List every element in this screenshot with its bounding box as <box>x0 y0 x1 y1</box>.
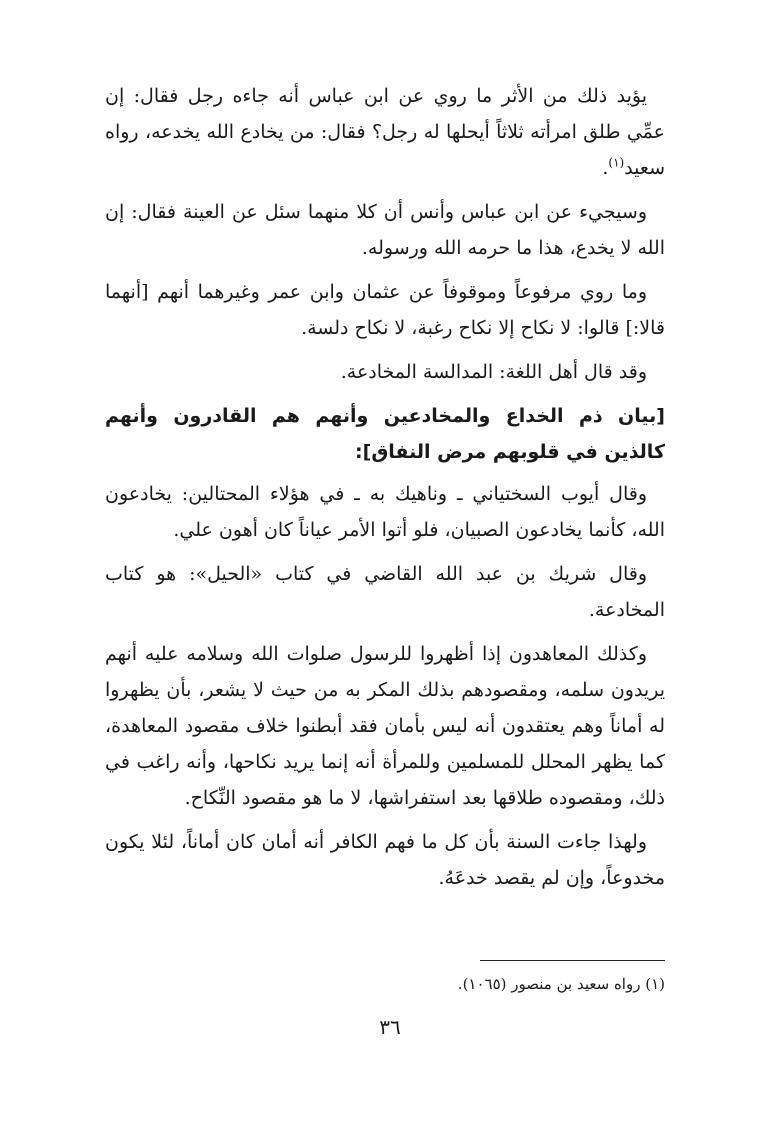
paragraph-1-end: . <box>602 157 609 179</box>
footnote-reference[interactable]: (١) <box>608 155 625 170</box>
paragraph-2: وسيجيء عن ابن عباس وأنس أن كلا منهما سئل عن العينة فقال: إن الله لا يخدع، هذا ما حرمه الله ورسوله. <box>105 201 665 259</box>
paragraph-4: وقد قال أهل اللغة: المدالسة المخادعة. <box>340 361 647 383</box>
section-heading: [بيان ذم الخداع والمخادعين وأنهم هم القادرون وأنهم كالذين في قلوبهم مرض النفاق]: <box>105 405 665 463</box>
footnote: (١) رواه سعيد بن منصور (١٠٦٥). <box>457 975 665 993</box>
paragraph-7: وكذلك المعاهدون إذا أظهروا للرسول صلوات الله وسلامه عليه أنهم يريدون سلمه، ومقصودهم بذلك المكر به من حيث لا يشعر، بأن يظهروا له أماناً وهم يعتقدون أنه ليس بأمان فقد أبطنوا خلاف مقصود المعاهدة، كما يظهر المحلل للمسلمين وللمرأة أنه إنما يريد نكاحها، وأنه راغب في ذلك، ومقصوده طلاقها بعد استفراشها، لا ما هو مقصود النِّكاح. <box>105 643 665 809</box>
footnote-divider <box>480 960 665 961</box>
paragraph-5: وقال أيوب السختياني ـ وناهيك به ـ في هؤلاء المحتالين: يخادعون الله، كأنما يخادعون الصبيان، فلو أتوا الأمر عياناً كان أهون علي. <box>105 483 665 541</box>
paragraph-1-text: يؤيد ذلك من الأثر ما روي عن ابن عباس أنه جاءه رجل فقال: إن عمِّي طلق امرأته ثلاثاً أيحلها له رجل؟ فقال: من يخادع الله يخدعه، رواه سعيد <box>105 85 665 179</box>
paragraph-6: وقال شريك بن عبد الله القاضي في كتاب «الحيل»: هو كتاب المخادعة. <box>105 563 665 621</box>
paragraph-1 <box>105 78 665 186</box>
paragraph-8: ولهذا جاءت السنة بأن كل ما فهم الكافر أنه أمان كان أماناً، لئلا يكون مخدوعاً، وإن لم يقصد خدعَهُ. <box>105 831 665 889</box>
page-number: ٣٦ <box>379 1015 401 1039</box>
page-body <box>105 78 665 904</box>
paragraph-3: وما روي مرفوعاً وموقوفاً عن عثمان وابن عمر وغيرهما أنهم [أنهما قالا:] قالوا: لا نكاح إلا نكاح رغبة، لا نكاح دلسة. <box>105 281 665 339</box>
